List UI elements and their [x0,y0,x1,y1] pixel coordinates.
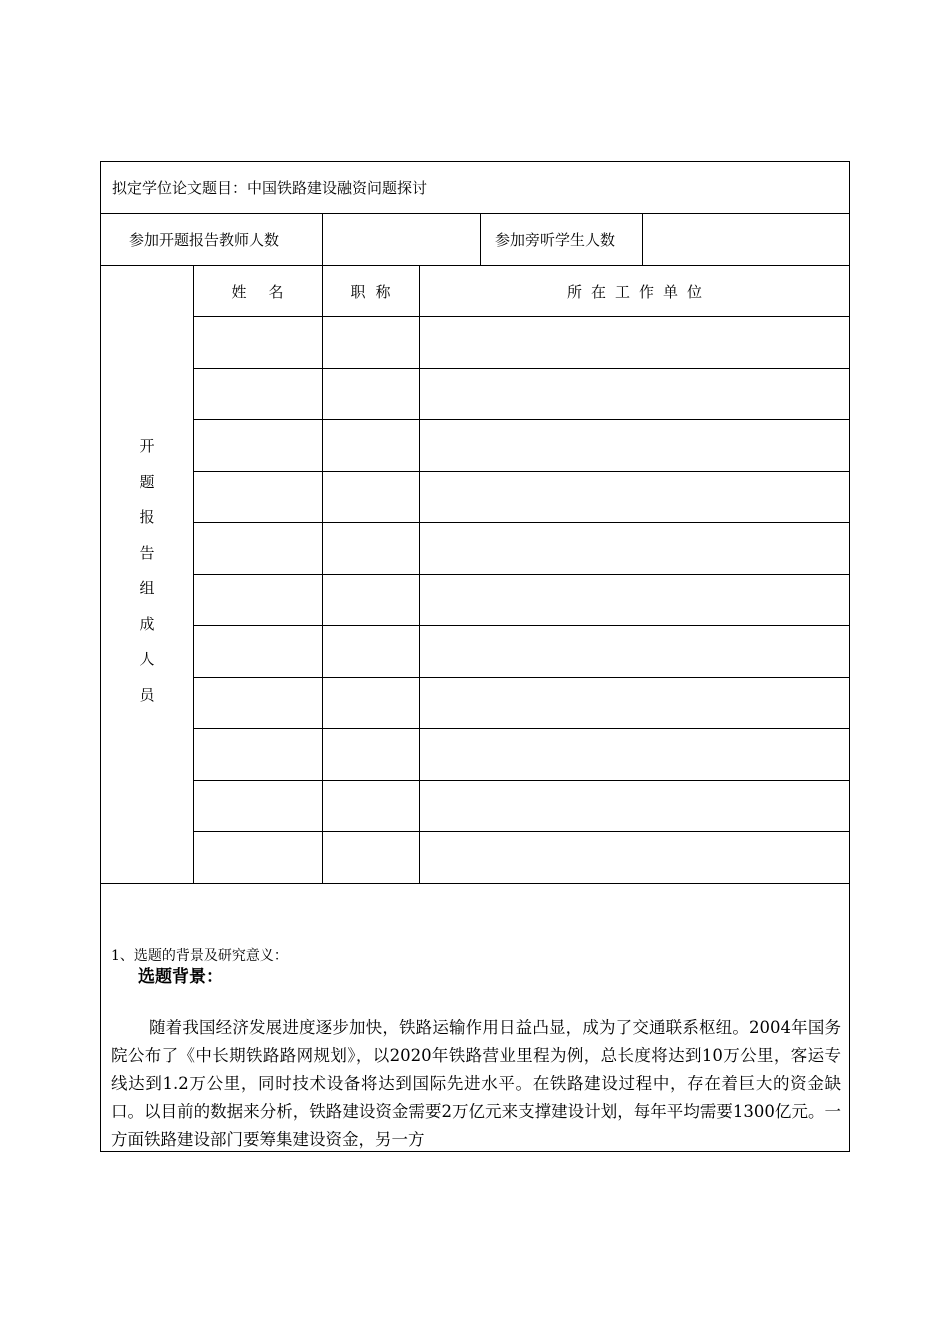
committee-name-cell[interactable] [194,832,322,882]
committee-unit-cell[interactable] [420,523,849,573]
committee-name-cell[interactable] [194,729,322,779]
committee-unit-cell[interactable] [420,368,849,418]
thesis-title: 拟定学位论文题目：中国铁路建设融资问题探讨 [112,179,428,197]
students-count-label: 参加旁听学生人数 [495,231,616,249]
committee-title-cell[interactable] [323,420,419,470]
committee-unit-cell[interactable] [420,677,849,727]
committee-unit-cell[interactable] [420,420,849,470]
committee-title-cell[interactable] [323,317,419,367]
committee-label-char: 告 [139,543,155,562]
paragraph-text: 随着我国经济发展进度逐步加快，铁路运输作用日益凸显，成为了交通联系枢纽。2004年国务院公布了《中长期铁路路网规划》，以2020年铁路营业里程为例，总长度将达到10万公里，客运专线达到1.2万公里，同时技术设备将达到国际先进水平。在铁路建设过程中，存在着巨大的资金缺口。以目前的数据来分析，铁路建设资金需要2万亿元来支撑建设计划，每年平均需要1300亿元。一方面铁路建设部门要筹集建设资金，另一方 [111,1018,841,1149]
row-divider [101,883,849,884]
committee-unit-cell[interactable] [420,574,849,624]
committee-label-char: 员 [139,685,155,704]
committee-name-cell[interactable] [194,523,322,573]
column-header-name: 姓名 [231,283,306,301]
committee-title-cell[interactable] [323,368,419,418]
committee-title-cell[interactable] [323,780,419,830]
committee-label-char: 组 [139,579,155,597]
committee-label-char: 成 [139,614,155,633]
committee-unit-cell[interactable] [420,317,849,367]
committee-unit-cell[interactable] [420,780,849,830]
committee-label-char: 报 [139,508,155,526]
committee-unit-cell[interactable] [420,729,849,779]
column-header-title: 职称 [350,283,401,301]
col-divider [642,213,643,265]
col-divider [480,213,481,265]
background-paragraph [111,1014,841,1154]
committee-unit-cell[interactable] [420,471,849,521]
committee-name-cell[interactable] [194,677,322,727]
col-divider [322,213,323,265]
section-heading: 1、选题的背景及研究意义： [111,948,288,964]
committee-title-cell[interactable] [323,471,419,521]
teachers-count-label: 参加开题报告教师人数 [129,231,280,249]
committee-title-cell[interactable] [323,523,419,573]
section-subheading: 选题背景： [138,967,223,987]
committee-name-cell[interactable] [194,471,322,521]
committee-unit-cell[interactable] [420,832,849,882]
committee-name-cell[interactable] [194,626,322,676]
row-divider [101,265,849,266]
row-divider [101,213,849,214]
committee-title-cell[interactable] [323,832,419,882]
committee-unit-cell[interactable] [420,626,849,676]
committee-name-cell[interactable] [194,368,322,418]
committee-title-cell[interactable] [323,626,419,676]
committee-label-char: 人 [139,650,155,668]
committee-name-cell[interactable] [194,780,322,830]
committee-name-cell[interactable] [194,574,322,624]
committee-title-cell[interactable] [323,677,419,727]
committee-name-cell[interactable] [194,317,322,367]
committee-label [101,436,193,720]
committee-label-char: 开 [139,437,155,455]
committee-title-cell[interactable] [323,729,419,779]
committee-title-cell[interactable] [323,574,419,624]
committee-name-cell[interactable] [194,420,322,470]
column-header-unit: 所在工作单位 [566,283,711,301]
proposal-form [100,161,850,1152]
committee-label-char: 题 [139,472,155,491]
